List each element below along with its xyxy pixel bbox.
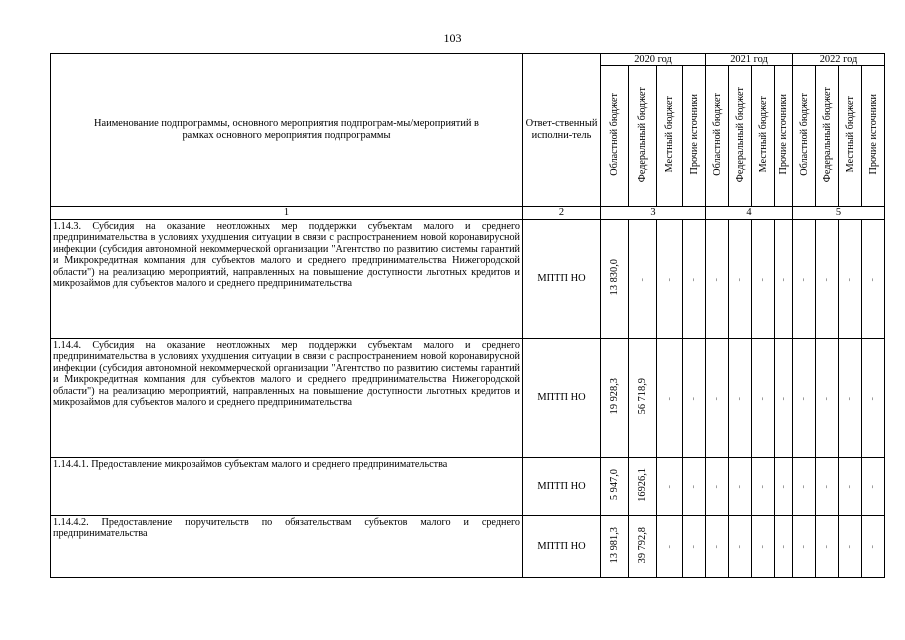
value-cell xyxy=(793,220,816,339)
value-text: - xyxy=(844,485,856,489)
header-name-col: Наименование подпрограммы, основного мероприятия подпрограм-мы/мероприятий в рамках основного мероприятия подпрограммы xyxy=(51,54,523,207)
year-header: 2020 год xyxy=(601,54,706,66)
column-number: 1 xyxy=(51,207,523,220)
value-text: - xyxy=(867,277,879,282)
value-text: - xyxy=(844,396,856,401)
column-number: 4 xyxy=(706,207,793,220)
value-cell xyxy=(683,458,706,516)
value-cell xyxy=(816,220,839,339)
activity-description: 1.14.4. Субсидия на оказание неотложных мер поддержки субъектам малого и среднего предпринимательства в условиях ухудшения ситуации в связи с распространением новой коронавирусной инфекции (субсидия автономной некоммерческой организации "Агентство по развитию системы гарантий и Микрокредитная компания для субъектов малого и среднего предпринимательства Нижегородской области") на реализацию мероприятий, направленных на повышение доступности льготных кредитов и микрозаймов для субъектов малого и среднего предпринимательства xyxy=(51,339,523,458)
value-cell xyxy=(752,220,775,339)
value-text: 5 947,0 xyxy=(608,469,620,501)
budget-type-header xyxy=(629,66,657,207)
value-text: - xyxy=(844,545,856,549)
value-cell xyxy=(793,458,816,516)
value-cell xyxy=(683,220,706,339)
value-text: - xyxy=(821,396,833,401)
value-cell xyxy=(729,516,752,578)
budget-type-label: Местный бюджет xyxy=(664,96,675,173)
value-text: - xyxy=(688,545,700,549)
value-text: - xyxy=(798,396,810,401)
value-cell xyxy=(706,339,729,458)
value-cell xyxy=(862,516,885,578)
value-cell xyxy=(752,458,775,516)
activity-description: 1.14.3. Субсидия на оказание неотложных мер поддержки субъектам малого и среднего предпринимательства в условиях ухудшения ситуации в связи с распространением новой коронавирусной инфекции (субсидия автономной некоммерческой организации "Агентство по развитию системы гарантий и Микрокредитная компания для субъектов малого и среднего предпринимательства Нижегородской области") на реализацию мероприятий, направленных на повышение доступности льготных кредитов и микрозаймов для субъектов малого и среднего предпринимательства xyxy=(51,220,523,339)
header-row-numbers xyxy=(51,207,885,220)
value-cell xyxy=(775,220,793,339)
value-text: - xyxy=(867,485,879,489)
executor-cell: МПТП НО xyxy=(523,516,601,578)
budget-type-label: Федеральный бюджет xyxy=(821,86,833,182)
budget-type-header xyxy=(862,66,885,207)
activity-description: 1.14.4.2. Предоставление поручительств по обязательствам субъектов малого и среднего предпринимательства xyxy=(51,516,523,578)
value-cell xyxy=(862,458,885,516)
value-text: - xyxy=(821,485,833,489)
budget-type-label: Федеральный бюджет xyxy=(637,86,648,182)
value-text: - xyxy=(777,485,789,489)
value-text: 19 928,3 xyxy=(608,378,620,415)
budget-type-header xyxy=(601,66,629,207)
value-text: - xyxy=(798,545,810,549)
value-text: - xyxy=(777,545,789,549)
budget-type-label: Прочие источники xyxy=(778,94,789,175)
value-text: - xyxy=(711,545,723,549)
value-text: - xyxy=(663,396,675,401)
value-text: - xyxy=(798,277,810,282)
value-cell xyxy=(729,220,752,339)
value-text: - xyxy=(821,277,833,282)
value-text: - xyxy=(711,396,723,401)
value-text: - xyxy=(734,396,746,401)
value-cell xyxy=(862,339,885,458)
budget-type-header xyxy=(816,66,839,207)
value-cell xyxy=(657,220,683,339)
value-cell xyxy=(629,339,657,458)
executor-cell: МПТП НО xyxy=(523,220,601,339)
table-row xyxy=(51,458,885,516)
value-text: 56 718,9 xyxy=(636,378,648,415)
value-text: - xyxy=(867,545,879,549)
value-cell xyxy=(839,339,862,458)
budget-type-header xyxy=(706,66,729,207)
value-cell xyxy=(706,516,729,578)
budget-type-label: Прочие источники xyxy=(688,94,700,175)
value-cell xyxy=(816,339,839,458)
budget-type-header xyxy=(775,66,793,207)
budget-type-header xyxy=(839,66,862,207)
value-text: - xyxy=(636,277,648,282)
value-cell xyxy=(839,458,862,516)
value-text: - xyxy=(688,485,700,489)
column-number: 5 xyxy=(793,207,885,220)
value-text: - xyxy=(734,485,746,489)
value-text: - xyxy=(798,485,810,489)
value-text: - xyxy=(757,485,769,489)
budget-type-header xyxy=(729,66,752,207)
value-text: - xyxy=(757,277,769,282)
value-text: 13 981,3 xyxy=(608,526,620,563)
value-cell xyxy=(683,339,706,458)
value-text: - xyxy=(867,396,879,401)
value-text: - xyxy=(777,277,789,282)
value-cell xyxy=(752,516,775,578)
table-row xyxy=(51,339,885,458)
column-number: 2 xyxy=(523,207,601,220)
executor-cell: МПТП НО xyxy=(523,339,601,458)
value-text: - xyxy=(821,545,833,549)
budget-type-label: Областной бюджет xyxy=(711,92,723,176)
page-number: 103 xyxy=(443,31,462,45)
budget-type-label: Федеральный бюджет xyxy=(734,86,746,182)
value-text: - xyxy=(688,396,700,401)
value-cell xyxy=(629,516,657,578)
value-text: - xyxy=(711,277,723,282)
budget-type-header xyxy=(657,66,683,207)
value-cell xyxy=(729,339,752,458)
value-cell xyxy=(629,458,657,516)
column-number: 3 xyxy=(601,207,706,220)
value-cell xyxy=(601,220,629,339)
value-cell xyxy=(657,458,683,516)
budget-type-label: Областной бюджет xyxy=(609,92,620,176)
table-row xyxy=(51,516,885,578)
value-cell xyxy=(752,339,775,458)
budget-type-label: Местный бюджет xyxy=(757,96,769,173)
value-text: - xyxy=(757,545,769,549)
value-text: - xyxy=(844,277,856,282)
value-cell xyxy=(729,458,752,516)
value-cell xyxy=(706,220,729,339)
budget-type-label: Местный бюджет xyxy=(844,96,856,173)
budget-table xyxy=(50,53,885,578)
value-cell xyxy=(706,458,729,516)
header-row-years xyxy=(51,54,885,66)
value-text: - xyxy=(734,545,746,549)
value-cell xyxy=(683,516,706,578)
value-cell xyxy=(839,220,862,339)
value-text: - xyxy=(757,396,769,401)
year-header: 2022 год xyxy=(793,54,885,66)
value-text: - xyxy=(711,485,723,489)
value-text: - xyxy=(734,277,746,282)
value-cell xyxy=(657,339,683,458)
value-cell xyxy=(601,516,629,578)
executor-cell: МПТП НО xyxy=(523,458,601,516)
value-cell xyxy=(816,458,839,516)
budget-type-label: Прочие источники xyxy=(867,94,879,175)
year-header: 2021 год xyxy=(706,54,793,66)
value-text: 13 830,0 xyxy=(608,259,620,296)
budget-type-header xyxy=(752,66,775,207)
value-text: - xyxy=(663,545,675,549)
value-cell xyxy=(601,339,629,458)
activity-description: 1.14.4.1. Предоставление микрозаймов субъектам малого и среднего предпринимательства xyxy=(51,458,523,516)
value-text: - xyxy=(777,396,789,401)
value-cell xyxy=(775,516,793,578)
value-cell xyxy=(793,339,816,458)
value-cell xyxy=(629,220,657,339)
value-cell xyxy=(793,516,816,578)
value-cell xyxy=(816,516,839,578)
value-text: 39 792,8 xyxy=(636,526,648,563)
header-executor-col: Ответ-ственный исполни-тель xyxy=(523,54,601,207)
value-cell xyxy=(601,458,629,516)
value-text: - xyxy=(688,277,700,282)
budget-type-header xyxy=(793,66,816,207)
value-cell xyxy=(862,220,885,339)
budget-type-label: Областной бюджет xyxy=(798,92,810,176)
value-cell xyxy=(657,516,683,578)
value-cell xyxy=(775,458,793,516)
table-row xyxy=(51,220,885,339)
value-text: - xyxy=(663,485,675,489)
value-cell xyxy=(839,516,862,578)
value-cell xyxy=(775,339,793,458)
budget-type-header xyxy=(683,66,706,207)
value-text: 16926,1 xyxy=(636,467,648,502)
value-text: - xyxy=(663,277,675,282)
